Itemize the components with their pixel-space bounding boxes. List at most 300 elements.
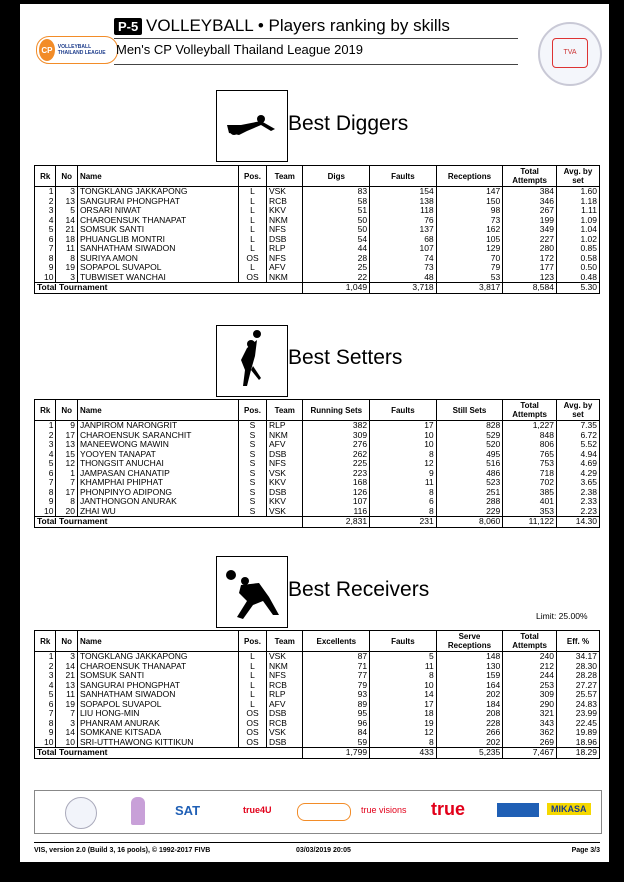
column-header: Faults [370, 631, 437, 652]
table-cell: DSB [266, 738, 303, 748]
table-cell: 23.99 [556, 709, 599, 719]
receiver-icon [216, 556, 288, 628]
table-cell: 10 [35, 507, 56, 517]
table-cell: RLP [266, 244, 303, 254]
table-cell: 8 [56, 254, 77, 264]
table-cell: 6 [35, 235, 56, 245]
table-cell: 18.96 [556, 738, 599, 748]
table-cell: 309 [503, 690, 557, 700]
table-cell: 9 [35, 497, 56, 507]
table-cell: 177 [503, 263, 557, 273]
sponsor-strip [34, 790, 602, 834]
table-cell: 98 [436, 206, 503, 216]
table-cell: 251 [436, 488, 503, 498]
table-cell: VSK [266, 507, 303, 517]
total-cell: 433 [370, 748, 437, 759]
table-cell: 10 [370, 681, 437, 691]
total-label: Total Tournament [35, 748, 303, 759]
table-cell: 1.18 [556, 197, 599, 207]
table-cell: 77 [303, 671, 370, 681]
digger-icon [216, 90, 288, 162]
table-cell: 3 [35, 671, 56, 681]
table-cell: 5 [35, 690, 56, 700]
table-cell: S [239, 450, 267, 460]
table-cell: 48 [370, 273, 437, 283]
table-cell: 28.28 [556, 671, 599, 681]
table-header-row [35, 400, 600, 421]
table-cell: KKV [266, 497, 303, 507]
table-cell: 3 [56, 187, 77, 197]
table-row [35, 469, 600, 479]
table-cell: 58 [303, 197, 370, 207]
table-cell: TUBWISET WANCHAI [77, 273, 238, 283]
table-cell: RCB [266, 681, 303, 691]
table-cell: 73 [436, 216, 503, 226]
table-cell: 828 [436, 421, 503, 431]
table-cell: 20 [56, 507, 77, 517]
table-cell: NFS [266, 671, 303, 681]
section-title-setters: Best Setters [288, 346, 403, 369]
table-cell: 401 [503, 497, 557, 507]
table-cell: 6 [35, 700, 56, 710]
report-header [20, 4, 609, 94]
table-cell: RLP [266, 421, 303, 431]
table-cell: 382 [303, 421, 370, 431]
table-cell: 1.11 [556, 206, 599, 216]
column-header: Team [266, 631, 303, 652]
column-header: Pos. [239, 166, 267, 187]
table-cell: ORSARI NIWAT [77, 206, 238, 216]
table-cell: 25.57 [556, 690, 599, 700]
table-cell: AFV [266, 440, 303, 450]
table-cell: L [239, 225, 267, 235]
report-page [20, 4, 609, 862]
total-label: Total Tournament [35, 283, 303, 294]
column-header: Total Attempts [503, 166, 557, 187]
table-cell: 1.60 [556, 187, 599, 197]
table-cell: 384 [503, 187, 557, 197]
table-cell: 225 [303, 459, 370, 469]
table-cell: 8 [35, 254, 56, 264]
table-row [35, 478, 600, 488]
table-cell: 24.83 [556, 700, 599, 710]
table-cell: 6.72 [556, 431, 599, 441]
table-cell: 5 [56, 206, 77, 216]
footer-version: VIS, version 2.0 (Build 3, 16 pools), © 1992-2017 FIVB [34, 847, 211, 854]
table-cell: SURIYA AMON [77, 254, 238, 264]
table-cell: 13 [56, 681, 77, 691]
table-cell: 150 [436, 197, 503, 207]
table-row [35, 273, 600, 283]
table-cell: 18 [56, 235, 77, 245]
table-cell: 27.27 [556, 681, 599, 691]
table-cell: 2.33 [556, 497, 599, 507]
table-cell: OS [239, 273, 267, 283]
table-cell: 5 [35, 459, 56, 469]
table-cell: 0.58 [556, 254, 599, 264]
table-row [35, 507, 600, 517]
table-cell: 4.69 [556, 459, 599, 469]
table-cell: L [239, 690, 267, 700]
table-cell: 10 [35, 273, 56, 283]
table-cell: 18 [370, 709, 437, 719]
table-cell: 753 [503, 459, 557, 469]
table-cell: 1,227 [503, 421, 557, 431]
table-row [35, 235, 600, 245]
column-header: Rk [35, 631, 56, 652]
table-cell: 0.50 [556, 263, 599, 273]
table-cell: 1.02 [556, 235, 599, 245]
table-cell: 10 [370, 440, 437, 450]
table-cell: 129 [436, 244, 503, 254]
table-row [35, 254, 600, 264]
table-cell: 240 [503, 652, 557, 662]
table-cell: S [239, 507, 267, 517]
table-cell: 208 [436, 709, 503, 719]
table-cell: 529 [436, 431, 503, 441]
sponsor-true: true [431, 799, 466, 819]
table-cell: 1.04 [556, 225, 599, 235]
table-cell: 19 [56, 263, 77, 273]
table-cell: 848 [503, 431, 557, 441]
column-header: Faults [370, 166, 437, 187]
table-cell: SOMSUK SANTI [77, 225, 238, 235]
table-row [35, 728, 600, 738]
report-subtitle: Men's CP Volleyball Thailand League 2019 [116, 42, 364, 57]
receivers-table [34, 630, 600, 759]
table-cell: 6 [370, 497, 437, 507]
table-cell: 13 [56, 440, 77, 450]
table-cell: S [239, 478, 267, 488]
title-divider [114, 38, 518, 39]
table-cell: 7 [35, 709, 56, 719]
table-cell: 223 [303, 469, 370, 479]
table-cell: 4.29 [556, 469, 599, 479]
table-cell: 1.09 [556, 216, 599, 226]
total-cell: 14.30 [556, 517, 599, 528]
setters-table [34, 399, 600, 528]
column-header: Name [77, 166, 238, 187]
table-cell: 11 [56, 244, 77, 254]
table-cell: NKM [266, 431, 303, 441]
table-cell: ZHAI WU [77, 507, 238, 517]
table-cell: NKM [266, 216, 303, 226]
table-cell: 12 [370, 459, 437, 469]
table-cell: 53 [436, 273, 503, 283]
column-header: Eff. % [556, 631, 599, 652]
table-cell: OS [239, 728, 267, 738]
table-cell: 148 [436, 652, 503, 662]
column-header: Name [77, 631, 238, 652]
table-cell: 12 [56, 459, 77, 469]
table-cell: 107 [370, 244, 437, 254]
table-cell: KKV [266, 206, 303, 216]
table-cell: 10 [35, 738, 56, 748]
table-cell: 126 [303, 488, 370, 498]
table-cell: L [239, 244, 267, 254]
table-cell: RCB [266, 197, 303, 207]
table-cell: SOMSUK SANTI [77, 671, 238, 681]
table-cell: 17 [370, 421, 437, 431]
table-cell: NKM [266, 273, 303, 283]
table-cell: 105 [436, 235, 503, 245]
table-cell: 95 [303, 709, 370, 719]
table-cell: 22.45 [556, 719, 599, 729]
table-cell: 79 [436, 263, 503, 273]
column-header: Total Attempts [503, 631, 557, 652]
table-cell: 10 [370, 431, 437, 441]
table-cell: L [239, 671, 267, 681]
total-cell: 8,060 [436, 517, 503, 528]
table-cell: NFS [266, 254, 303, 264]
table-cell: 59 [303, 738, 370, 748]
table-row [35, 690, 600, 700]
table-row [35, 263, 600, 273]
total-cell: 7,467 [503, 748, 557, 759]
table-cell: 8 [35, 719, 56, 729]
table-cell: 7.35 [556, 421, 599, 431]
table-cell: 212 [503, 662, 557, 672]
table-cell: 202 [436, 690, 503, 700]
sponsor-true4u: true4U [243, 805, 272, 815]
table-cell: VSK [266, 728, 303, 738]
table-cell: 14 [56, 216, 77, 226]
table-cell: 159 [436, 671, 503, 681]
table-cell: 4 [35, 450, 56, 460]
table-cell: 172 [503, 254, 557, 264]
table-cell: 262 [303, 450, 370, 460]
column-header: No [56, 400, 77, 421]
grand-sport-logo [497, 803, 539, 817]
cp-logo-subtext: VOLLEYBALL THAILAND LEAGUE [57, 44, 106, 56]
table-cell: JANTHONGON ANURAK [77, 497, 238, 507]
total-cell: 1,049 [303, 283, 370, 294]
table-row [35, 671, 600, 681]
table-cell: NFS [266, 225, 303, 235]
table-cell: 765 [503, 450, 557, 460]
table-row [35, 450, 600, 460]
table-cell: 17 [370, 700, 437, 710]
total-cell: 8,584 [503, 283, 557, 294]
table-row [35, 700, 600, 710]
column-header: Pos. [239, 631, 267, 652]
table-row [35, 652, 600, 662]
table-cell: 107 [303, 497, 370, 507]
table-cell: 79 [303, 681, 370, 691]
table-cell: 8 [370, 488, 437, 498]
table-cell: 184 [436, 700, 503, 710]
table-cell: L [239, 662, 267, 672]
table-cell: 2 [35, 662, 56, 672]
table-header-row [35, 166, 600, 187]
table-cell: 83 [303, 187, 370, 197]
table-cell: LIU HONG-MIN [77, 709, 238, 719]
table-cell: 10 [56, 738, 77, 748]
table-cell: L [239, 216, 267, 226]
table-cell: 7 [35, 244, 56, 254]
table-cell: 70 [436, 254, 503, 264]
table-cell: 154 [370, 187, 437, 197]
setter-icon [216, 325, 288, 397]
table-cell: 162 [436, 225, 503, 235]
table-cell: 11 [370, 478, 437, 488]
table-row [35, 421, 600, 431]
table-cell: L [239, 206, 267, 216]
table-cell: 267 [503, 206, 557, 216]
table-cell: OS [239, 738, 267, 748]
table-row [35, 187, 600, 197]
table-cell: THONGSIT ANUCHAI [77, 459, 238, 469]
table-cell: 288 [436, 497, 503, 507]
table-cell: 147 [436, 187, 503, 197]
table-cell: 130 [436, 662, 503, 672]
table-cell: 14 [56, 662, 77, 672]
sponsor-sat: SAT [175, 803, 201, 818]
table-cell: 806 [503, 440, 557, 450]
total-cell: 5,235 [436, 748, 503, 759]
table-row [35, 197, 600, 207]
table-cell: 4.94 [556, 450, 599, 460]
section-title-receivers: Best Receivers [288, 578, 430, 601]
table-row [35, 440, 600, 450]
table-cell: 84 [303, 728, 370, 738]
table-cell: AFV [266, 263, 303, 273]
table-cell: 74 [370, 254, 437, 264]
table-cell: L [239, 197, 267, 207]
total-cell: 18.29 [556, 748, 599, 759]
table-cell: OS [239, 709, 267, 719]
total-cell: 231 [370, 517, 437, 528]
table-row [35, 662, 600, 672]
table-cell: 276 [303, 440, 370, 450]
table-row [35, 488, 600, 498]
table-cell: AFV [266, 700, 303, 710]
table-cell: 1 [56, 469, 77, 479]
table-cell: 3 [56, 652, 77, 662]
table-cell: S [239, 469, 267, 479]
table-cell: 3 [56, 273, 77, 283]
table-cell: 3 [56, 719, 77, 729]
table-cell: 229 [436, 507, 503, 517]
table-cell: 6 [35, 469, 56, 479]
table-cell: SANGURAI PHONGPHAT [77, 681, 238, 691]
table-cell: 137 [370, 225, 437, 235]
table-cell: 8 [370, 507, 437, 517]
column-header: Serve Receptions [436, 631, 503, 652]
table-cell: 9 [35, 263, 56, 273]
report-code-badge: P-5 [114, 18, 142, 35]
table-cell: 4 [35, 681, 56, 691]
table-cell: 1 [35, 652, 56, 662]
table-row [35, 431, 600, 441]
table-cell: L [239, 263, 267, 273]
table-cell: 385 [503, 488, 557, 498]
table-cell: 9 [370, 469, 437, 479]
mascot-icon [131, 797, 145, 825]
table-row [35, 216, 600, 226]
cp-logo-disc: CP [39, 39, 55, 61]
table-cell: 516 [436, 459, 503, 469]
total-row [35, 283, 600, 294]
table-cell: L [239, 235, 267, 245]
table-cell: JAMPASAN CHANATIP [77, 469, 238, 479]
table-cell: 0.85 [556, 244, 599, 254]
table-cell: 44 [303, 244, 370, 254]
table-cell: 93 [303, 690, 370, 700]
table-cell: YOOYEN TANAPAT [77, 450, 238, 460]
table-cell: 28 [303, 254, 370, 264]
table-cell: 486 [436, 469, 503, 479]
table-cell: S [239, 488, 267, 498]
table-cell: 15 [56, 450, 77, 460]
table-cell: 9 [56, 421, 77, 431]
table-cell: 96 [303, 719, 370, 729]
table-cell: JANPIROM NARONGRIT [77, 421, 238, 431]
table-row [35, 206, 600, 216]
column-header: Excellents [303, 631, 370, 652]
column-header: Rk [35, 166, 56, 187]
table-cell: OS [239, 254, 267, 264]
table-cell: 3.65 [556, 478, 599, 488]
table-cell: S [239, 440, 267, 450]
subtitle-divider [114, 64, 518, 65]
table-cell: 7 [56, 709, 77, 719]
table-header-row [35, 631, 600, 652]
table-cell: 19 [370, 719, 437, 729]
footer-divider [34, 842, 600, 843]
table-cell: 309 [303, 431, 370, 441]
cp-volleyball-logo [36, 36, 118, 64]
table-cell: 349 [503, 225, 557, 235]
table-cell: S [239, 497, 267, 507]
sponsor-truevisions: true visions [361, 805, 407, 815]
diggers-table [34, 165, 600, 294]
table-cell: DSB [266, 488, 303, 498]
table-cell: 244 [503, 671, 557, 681]
table-cell: 11 [56, 690, 77, 700]
table-cell: 343 [503, 719, 557, 729]
table-cell: 9 [35, 728, 56, 738]
table-cell: MANEEWONG MAWIN [77, 440, 238, 450]
table-cell: L [239, 681, 267, 691]
table-cell: 168 [303, 478, 370, 488]
column-header: Name [77, 400, 238, 421]
table-cell: 28.30 [556, 662, 599, 672]
table-cell: CHAROENSUK THANAPAT [77, 216, 238, 226]
table-cell: 266 [436, 728, 503, 738]
table-cell: 1 [35, 187, 56, 197]
table-cell: DSB [266, 709, 303, 719]
table-cell: SRI-UTTHAWONG KITTIKUN [77, 738, 238, 748]
table-cell: 4 [35, 216, 56, 226]
table-cell: 21 [56, 225, 77, 235]
table-cell: 280 [503, 244, 557, 254]
table-cell: 253 [503, 681, 557, 691]
table-cell: 164 [436, 681, 503, 691]
table-cell: 8 [370, 738, 437, 748]
table-cell: L [239, 700, 267, 710]
column-header: Team [266, 400, 303, 421]
table-cell: S [239, 431, 267, 441]
table-cell: KHAMPHAI PHIPHAT [77, 478, 238, 488]
table-cell: 71 [303, 662, 370, 672]
table-cell: 116 [303, 507, 370, 517]
federation-seal-icon [65, 797, 97, 829]
table-cell: 5.52 [556, 440, 599, 450]
table-cell: 89 [303, 700, 370, 710]
table-row [35, 459, 600, 469]
table-cell: 12 [370, 728, 437, 738]
